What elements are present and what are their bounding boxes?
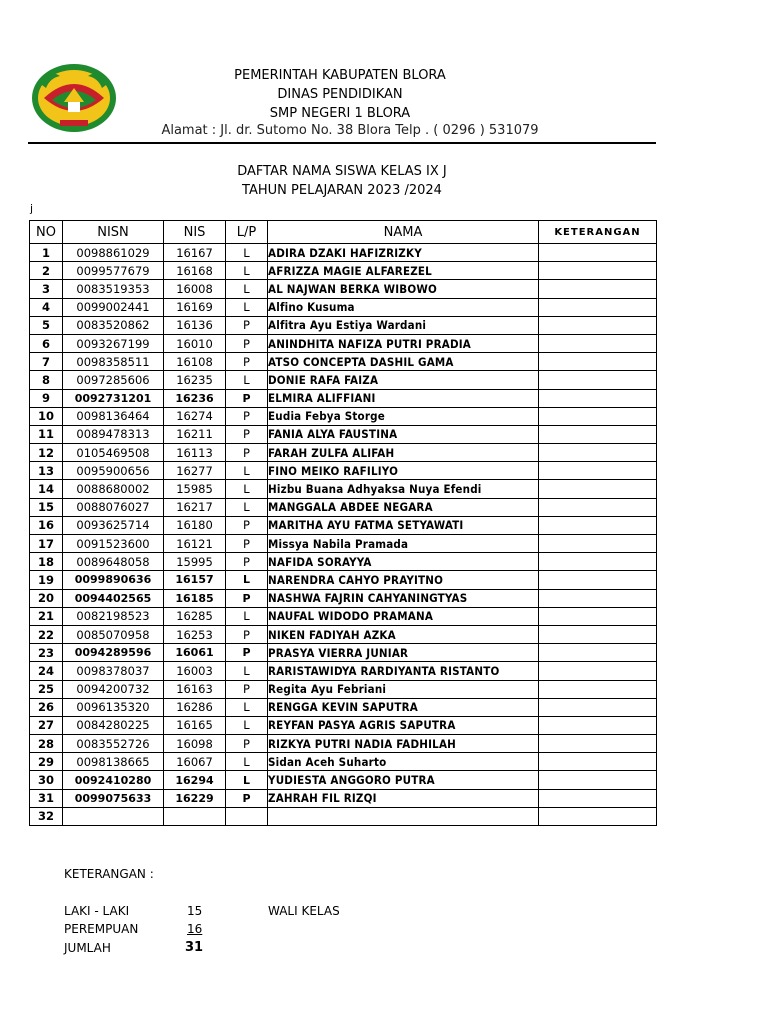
academic-year: TAHUN PELAJARAN 2023 /2024 [242,183,442,198]
row-nisn: 0095900656 [63,462,164,480]
row-nisn: 0094200732 [63,680,164,698]
document-title: DAFTAR NAMA SISWA KELAS IX J [237,164,447,179]
row-notes [539,407,657,425]
row-notes [539,280,657,298]
row-name: PRASYA VIERRA JUNIAR [268,644,539,662]
row-number: 15 [30,498,63,516]
row-notes [539,262,657,280]
row-notes [539,735,657,753]
row-gender: P [226,535,268,553]
table-row [30,589,657,607]
column-header-name: NAMA [268,221,539,244]
row-number: 1 [30,244,63,262]
row-name [268,807,539,825]
row-gender: P [226,389,268,407]
column-header-nisn: NISN [63,221,164,244]
row-nis: 16285 [164,607,226,625]
row-name: AFRIZZA MAGIE ALFAREZEL [268,262,539,280]
row-nis: 16253 [164,625,226,643]
row-number: 17 [30,535,63,553]
row-nisn: 0092410280 [63,771,164,789]
row-gender: L [226,498,268,516]
header-government-line: PEMERINTAH KABUPATEN BLORA [234,68,446,83]
row-notes [539,535,657,553]
row-number: 4 [30,298,63,316]
row-number: 25 [30,680,63,698]
row-name: Alfitra Ayu Estiya Wardani [268,316,539,334]
row-number: 19 [30,571,63,589]
row-name: NIKEN FADIYAH AZKA [268,625,539,643]
row-notes [539,425,657,443]
row-nisn: 0098378037 [63,662,164,680]
row-nis: 16157 [164,571,226,589]
row-gender: L [226,298,268,316]
row-gender: L [226,280,268,298]
row-number: 24 [30,662,63,680]
row-nisn: 0083552726 [63,735,164,753]
row-nis: 16165 [164,716,226,734]
row-number: 13 [30,462,63,480]
row-number: 23 [30,644,63,662]
row-nisn: 0099002441 [63,298,164,316]
row-notes [539,644,657,662]
table-row [30,662,657,680]
row-nis: 15985 [164,480,226,498]
row-gender: L [226,607,268,625]
row-number: 5 [30,316,63,334]
row-nis: 16185 [164,589,226,607]
row-notes [539,498,657,516]
table-row [30,462,657,480]
row-name: Regita Ayu Febriani [268,680,539,698]
row-gender: L [226,371,268,389]
row-nis: 16180 [164,516,226,534]
row-nisn: 0098138665 [63,753,164,771]
table-row [30,807,657,825]
row-number: 16 [30,516,63,534]
row-number: 7 [30,353,63,371]
row-notes [539,771,657,789]
row-nisn: 0093625714 [63,516,164,534]
student-roster-table [29,220,657,826]
row-gender: P [226,444,268,462]
row-name: NASHWA FAJRIN CAHYANINGTYAS [268,589,539,607]
row-nis: 16211 [164,425,226,443]
column-header-notes: KETERANGAN [539,221,657,244]
total-label: JUMLAH [64,941,111,955]
row-nisn: 0099075633 [63,789,164,807]
table-row [30,425,657,443]
row-nisn: 0096135320 [63,698,164,716]
row-name: ANINDHITA NAFIZA PUTRI PRADIA [268,334,539,352]
row-notes [539,807,657,825]
table-row [30,371,657,389]
row-notes [539,516,657,534]
row-nis: 16235 [164,371,226,389]
row-number: 26 [30,698,63,716]
row-nis: 16236 [164,389,226,407]
female-label: PEREMPUAN [64,922,139,936]
row-number: 20 [30,589,63,607]
row-nisn: 0089478313 [63,425,164,443]
regency-emblem-logo [30,62,118,134]
row-name: MARITHA AYU FATMA SETYAWATI [268,516,539,534]
row-gender: P [226,680,268,698]
row-nisn: 0099890636 [63,571,164,589]
row-nis: 16294 [164,771,226,789]
row-number: 29 [30,753,63,771]
row-notes [539,480,657,498]
row-number: 12 [30,444,63,462]
row-notes [539,316,657,334]
table-row [30,280,657,298]
row-name: YUDIESTA ANGGORO PUTRA [268,771,539,789]
row-gender: L [226,771,268,789]
row-number: 3 [30,280,63,298]
row-gender: P [226,553,268,571]
row-nis: 16274 [164,407,226,425]
row-nis: 16136 [164,316,226,334]
table-row [30,262,657,280]
row-notes [539,244,657,262]
table-header-row [30,221,657,244]
row-nis: 16108 [164,353,226,371]
row-gender: P [226,789,268,807]
row-notes [539,553,657,571]
table-row [30,316,657,334]
row-notes [539,716,657,734]
table-row [30,607,657,625]
row-name: RARISTAWIDYA RARDIYANTA RISTANTO [268,662,539,680]
header-address: Alamat : Jl. dr. Sutomo No. 38 Blora Telp . ( 0296 ) 531079 [161,123,539,138]
row-number: 9 [30,389,63,407]
table-row [30,680,657,698]
row-nisn: 0091523600 [63,535,164,553]
row-nis: 16286 [164,698,226,716]
table-row [30,716,657,734]
row-name: FARAH ZULFA ALIFAH [268,444,539,462]
table-row [30,334,657,352]
row-gender: P [226,407,268,425]
row-name: Eudia Febya Storge [268,407,539,425]
table-row [30,698,657,716]
row-nisn: 0088680002 [63,480,164,498]
row-gender: P [226,516,268,534]
row-gender: P [226,425,268,443]
row-notes [539,298,657,316]
row-nis: 16277 [164,462,226,480]
row-number: 2 [30,262,63,280]
row-number: 8 [30,371,63,389]
row-name: REYFAN PASYA AGRIS SAPUTRA [268,716,539,734]
row-nisn: 0105469508 [63,444,164,462]
row-nisn: 0093267199 [63,334,164,352]
table-row [30,389,657,407]
row-nisn: 0089648058 [63,553,164,571]
row-name: RENGGA KEVIN SAPUTRA [268,698,539,716]
row-number: 18 [30,553,63,571]
row-gender [226,807,268,825]
row-nisn: 0083519353 [63,280,164,298]
table-row [30,789,657,807]
row-notes [539,353,657,371]
row-name: Sidan Aceh Suharto [268,753,539,771]
header-school-line: SMP NEGERI 1 BLORA [269,106,411,121]
row-nis: 16061 [164,644,226,662]
row-gender: L [226,662,268,680]
row-notes [539,571,657,589]
row-nis: 16168 [164,262,226,280]
row-nis: 16167 [164,244,226,262]
row-gender: L [226,462,268,480]
row-notes [539,607,657,625]
row-nisn: 0092731201 [63,389,164,407]
table-row [30,298,657,316]
stray-mark: j [30,202,34,215]
row-nis: 16163 [164,680,226,698]
male-label: LAKI - LAKI [64,904,130,918]
row-number: 28 [30,735,63,753]
column-header-nis: NIS [164,221,226,244]
row-gender: P [226,353,268,371]
row-number: 30 [30,771,63,789]
header-department-line: DINAS PENDIDIKAN [277,87,403,102]
row-name: Alfino Kusuma [268,298,539,316]
row-nisn: 0088076027 [63,498,164,516]
row-number: 32 [30,807,63,825]
row-number: 21 [30,607,63,625]
column-header-gender: L/P [226,221,268,244]
row-nisn: 0094402565 [63,589,164,607]
row-name: RIZKYA PUTRI NADIA FADHILAH [268,735,539,753]
row-nis: 16010 [164,334,226,352]
table-row [30,498,657,516]
row-notes [539,753,657,771]
row-number: 22 [30,625,63,643]
row-name: FANIA ALYA FAUSTINA [268,425,539,443]
row-gender: L [226,480,268,498]
row-name: AL NAJWAN BERKA WIBOWO [268,280,539,298]
row-nisn: 0084280225 [63,716,164,734]
row-nis: 16008 [164,280,226,298]
table-body [30,244,657,826]
row-nis: 16003 [164,662,226,680]
row-nis: 16121 [164,535,226,553]
row-nisn: 0082198523 [63,607,164,625]
row-notes [539,680,657,698]
male-count: 15 [187,904,203,918]
row-notes [539,334,657,352]
row-nis: 15995 [164,553,226,571]
total-count: 31 [185,940,204,955]
row-gender: P [226,625,268,643]
row-gender: L [226,244,268,262]
row-gender: L [226,716,268,734]
row-notes [539,698,657,716]
row-nisn: 0099577679 [63,262,164,280]
row-gender: L [226,753,268,771]
table-row [30,571,657,589]
row-nisn: 0097285606 [63,371,164,389]
row-name: ADIRA DZAKI HAFIZRIZKY [268,244,539,262]
row-gender: P [226,589,268,607]
row-name: DONIE RAFA FAIZA [268,371,539,389]
row-nis [164,807,226,825]
row-nisn: 0083520862 [63,316,164,334]
row-number: 27 [30,716,63,734]
row-nis: 16067 [164,753,226,771]
row-gender: P [226,334,268,352]
row-gender: P [226,316,268,334]
homeroom-teacher-label: WALI KELAS [268,904,340,918]
female-count: 16 [187,922,203,936]
table-row [30,735,657,753]
row-name: Hizbu Buana Adhyaksa Nuya Efendi [268,480,539,498]
column-header-no: NO [30,221,63,244]
table-row [30,771,657,789]
row-number: 10 [30,407,63,425]
table-row [30,353,657,371]
row-nisn [63,807,164,825]
row-number: 31 [30,789,63,807]
row-nisn: 0094289596 [63,644,164,662]
table-row [30,407,657,425]
row-notes [539,589,657,607]
row-name: NARENDRA CAHYO PRAYITNO [268,571,539,589]
row-gender: P [226,644,268,662]
table-row [30,644,657,662]
table-row [30,444,657,462]
row-name: FINO MEIKO RAFILIYO [268,462,539,480]
row-name: Missya Nabila Pramada [268,535,539,553]
row-nis: 16217 [164,498,226,516]
row-name: MANGGALA ABDEE NEGARA [268,498,539,516]
row-nis: 16113 [164,444,226,462]
row-name: ZAHRAH FIL RIZQI [268,789,539,807]
row-gender: L [226,571,268,589]
row-name: ELMIRA ALIFFIANI [268,389,539,407]
row-number: 14 [30,480,63,498]
row-number: 11 [30,425,63,443]
row-nis: 16229 [164,789,226,807]
table-row [30,753,657,771]
row-nis: 16098 [164,735,226,753]
row-notes [539,462,657,480]
row-nisn: 0085070958 [63,625,164,643]
header-divider [28,142,656,144]
row-notes [539,625,657,643]
row-nisn: 0098358511 [63,353,164,371]
row-nis: 16169 [164,298,226,316]
row-notes [539,662,657,680]
row-name: ATSO CONCEPTA DASHIL GAMA [268,353,539,371]
table-row [30,480,657,498]
row-gender: L [226,262,268,280]
row-number: 6 [30,334,63,352]
row-gender: L [226,698,268,716]
row-notes [539,389,657,407]
table-row [30,625,657,643]
table-row [30,244,657,262]
summary-title: KETERANGAN : [64,867,154,881]
row-notes [539,371,657,389]
row-name: NAFIDA SORAYYA [268,553,539,571]
table-row [30,553,657,571]
row-nisn: 0098861029 [63,244,164,262]
row-gender: P [226,735,268,753]
row-name: NAUFAL WIDODO PRAMANA [268,607,539,625]
row-notes [539,444,657,462]
table-row [30,516,657,534]
row-nisn: 0098136464 [63,407,164,425]
row-notes [539,789,657,807]
table-row [30,535,657,553]
